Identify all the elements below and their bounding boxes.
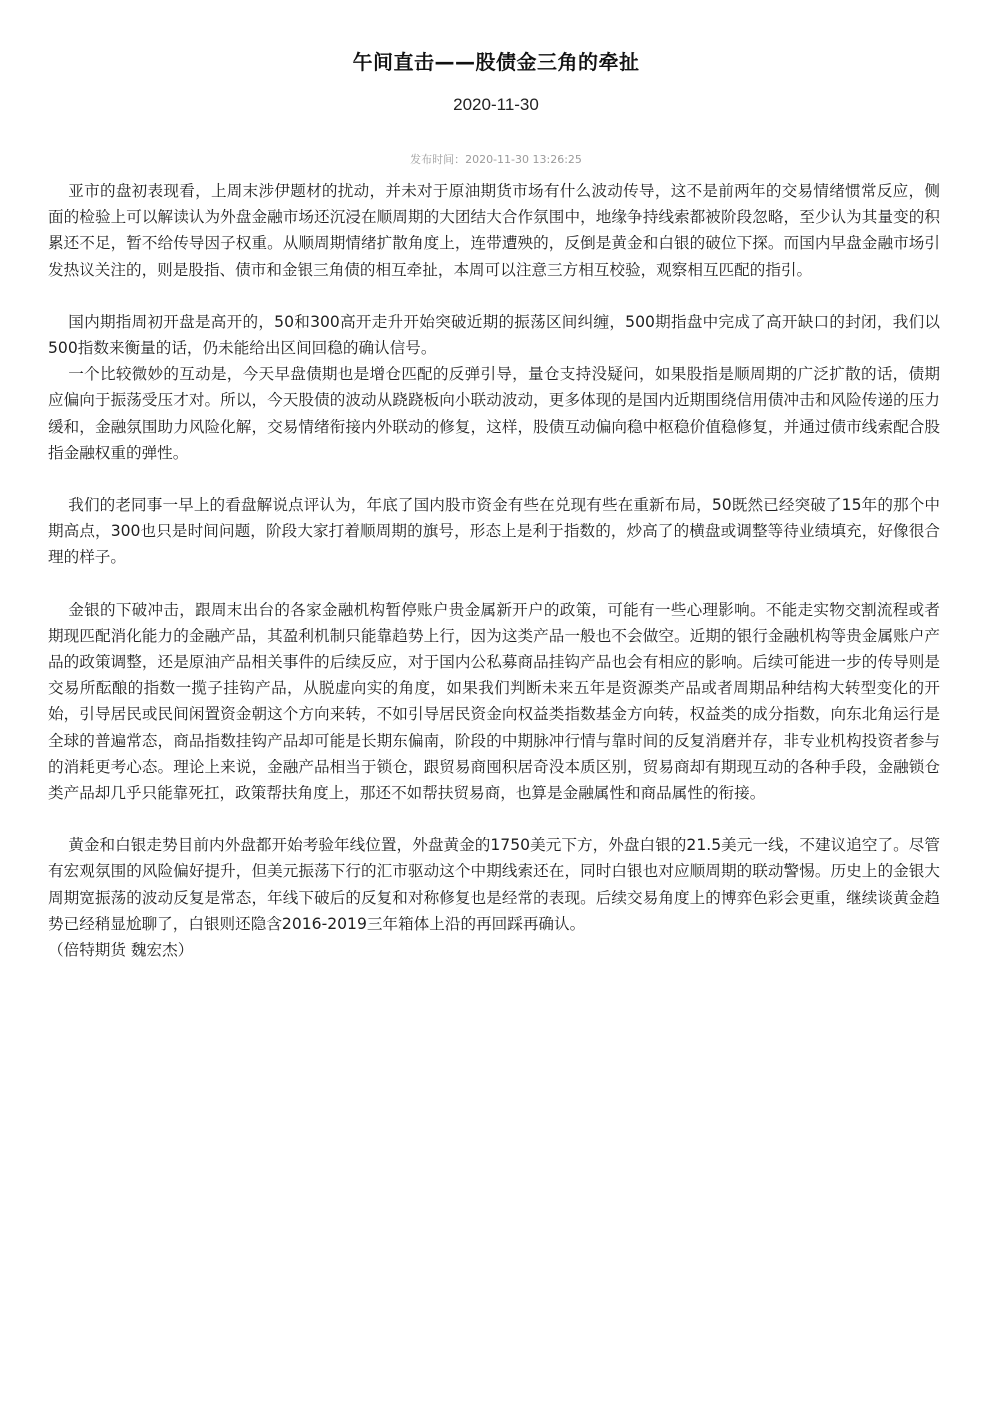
paragraph-gold-silver-trend: 黄金和白银走势目前内外盘都开始考验年线位置，外盘黄金的1750美元下方，外盘白银的21.5美元一线，不建议追空了。尽管有宏观氛围的风险偏好提升，但美元振荡下行的汇市驱动这个中期线索还在，同时白银也对应顺周期的联动警惕。历史上的金银大周期宽振荡的波动反复是常态，年线下破后的反复和对称修复也是经常的表现。后续交易角度上的博弈色彩会更重，继续谈黄金趋势已经稍显尬聊了，白银则还隐含2016-2019三年箱体上沿的再回踩再确认。	[48, 836, 940, 933]
paragraph-index-futures: 国内期指周初开盘是高开的，50和300高开走升开始突破近期的振荡区间纠缠，500期指盘中完成了高开缺口的封闭，我们以500指数来衡量的话，仍未能给出区间回稳的确认信号。	[48, 312, 940, 358]
article-title: 午间直击——股债金三角的牵扯	[352, 50, 640, 74]
paragraph-colleague-view: 我们的老同事一早上的看盘解说点评认为，年底了国内股市资金有些在兑现有些在重新布局，50既然已经突破了15年的那个中期高点，300也只是时间问题，阶段大家打着顺周期的旗号，形态上是利于指数的，炒高了的横盘或调整等待业绩填充，好像很合理的样子。	[48, 496, 940, 567]
article-body	[48, 178, 940, 963]
article-date: 2020-11-30	[453, 95, 539, 114]
paragraph-bond-interaction: 一个比较微妙的互动是，今天早盘债期也是增仓匹配的反弹引导，量仓支持没疑问，如果股指是顺周期的广泛扩散的话，债期应偏向于振荡受压才对。所以，今天股债的波动从跷跷板向小联动波动，更多体现的是国内近期围绕信用债冲击和风险传递的压力缓和，金融氛围助力风险化解，交易情绪衔接内外联动的修复，这样，股债互动偏向稳中枢稳价值稳修复，并通过债市线索配合股指金融权重的弹性。	[48, 365, 940, 462]
paragraph-gap	[48, 571, 940, 597]
paragraph-intro: 亚市的盘初表现看，上周末涉伊题材的扰动，并未对于原油期货市场有什么波动传导，这不是前两年的交易情绪惯常反应，侧面的检验上可以解读认为外盘金融市场还沉浸在顺周期的大团结大合作氛围中，地缘争持线索都被阶段忽略，至少认为其量变的积累还不足，暂不给传导因子权重。从顺周期情绪扩散角度上，连带遭殃的，反倒是黄金和白银的破位下探。而国内早盘金融市场引发热议关注的，则是股指、债市和金银三角债的相互牵扯，本周可以注意三方相互校验，观察相互匹配的指引。	[48, 182, 940, 279]
paragraph-gap	[48, 466, 940, 492]
paragraph-precious-metals-policy: 金银的下破冲击，跟周末出台的各家金融机构暂停账户贵金属新开户的政策，可能有一些心理影响。不能走实物交割流程或者期现匹配消化能力的金融产品，其盈利机制只能靠趋势上行，因为这类产品一般也不会做空。近期的银行金融机构等贵金属账户产品的政策调整，还是原油产品相关事件的后续反应，对于国内公私募商品挂钩产品也会有相应的影响。后续可能进一步的传导则是交易所酝酿的指数一揽子挂钩产品，从脱虚向实的角度，如果我们判断未来五年是资源类产品或者周期品种结构大转型变化的开始，引导居民或民间闲置资金朝这个方向来转，不如引导居民资金向权益类指数基金方向转，权益类的成分指数，向东北角运行是全球的普遍常态，商品指数挂钩产品却可能是长期东偏南，阶段的中期脉冲行情与靠时间的反复消磨并存，非专业机构投资者参与的消耗更考心态。理论上来说，金融产品相当于锁仓，跟贸易商囤积居奇没本质区别，贸易商却有期现互动的各种手段，金融锁仓类产品却几乎只能靠死扛，政策帮扶角度上，那还不如帮扶贸易商，也算是金融属性和商品属性的衔接。	[48, 600, 940, 803]
author-signature: （倍特期货 魏宏杰）	[48, 941, 194, 960]
paragraph-gap	[48, 806, 940, 832]
paragraph-gap	[48, 283, 940, 309]
publish-time: 发布时间：2020-11-30 13:26:25	[410, 153, 582, 166]
